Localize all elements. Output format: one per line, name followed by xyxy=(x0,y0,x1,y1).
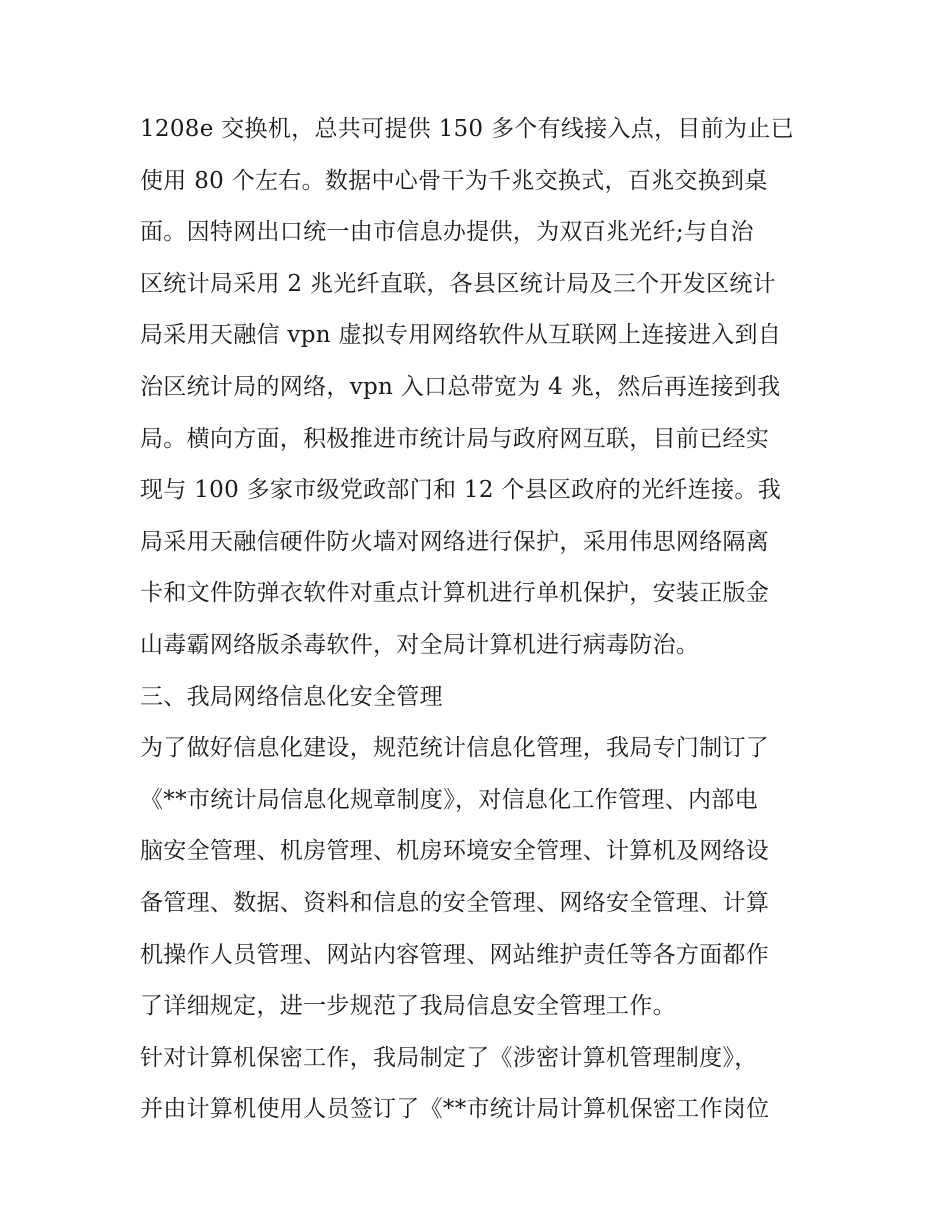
text-line: 脑安全管理、机房管理、机房环境安全管理、计算机及网络设 xyxy=(140,838,770,865)
text-line: 并由计算机使用人员签订了《**市统计局计算机保密工作岗位 xyxy=(140,1096,770,1123)
text-line: 1208e 交换机，总共可提供 150 多个有线接入点，目前为止已 xyxy=(140,116,794,142)
text-line: 区统计局采用 2 兆光纤直联，各县区统计局及三个开发区统计 xyxy=(140,270,776,297)
text-line: 局采用天融信硬件防火墙对网络进行保护，采用伟思网络隔离 xyxy=(140,528,770,555)
text-line: 机操作人员管理、网站内容管理、网站维护责任等各方面都作 xyxy=(140,941,770,968)
text-line: 现与 100 多家市级党政部门和 12 个县区政府的光纤连接。我 xyxy=(140,477,782,504)
text-line: 山毒霸网络版杀毒软件，对全局计算机进行病毒防治。 xyxy=(140,631,700,658)
text-line: 局采用天融信 vpn 虚拟专用网络软件从互联网上连接进入到自 xyxy=(140,322,782,349)
text-line: 备管理、数据、资料和信息的安全管理、网络安全管理、计算 xyxy=(140,889,770,916)
text-line: 局。横向方面，积极推进市统计局与政府网互联，目前已经实 xyxy=(140,425,770,452)
text-line: 面。因特网出口统一由市信息办提供，为双百兆光纤;与自治 xyxy=(140,219,754,246)
text-line: 使用 80 个左右。数据中心骨干为千兆交换式，百兆交换到桌 xyxy=(140,167,768,194)
text-line: 卡和文件防弹衣软件对重点计算机进行单机保护，安装正版金 xyxy=(140,580,770,607)
document-body xyxy=(140,104,820,1136)
section-heading: 三、我局网络信息化安全管理 xyxy=(140,683,443,710)
text-line: 针对计算机保密工作，我局制定了《涉密计算机管理制度》， xyxy=(140,1044,758,1071)
text-line: 治区统计局的网络，vpn 入口总带宽为 4 兆，然后再连接到我 xyxy=(140,373,781,400)
text-line: 了详细规定，进一步规范了我局信息安全管理工作。 xyxy=(140,993,676,1020)
text-line: 《**市统计局信息化规章制度》，对信息化工作管理、内部电 xyxy=(140,786,758,813)
text-line: 为了做好信息化建设，规范统计信息化管理，我局专门制订了 xyxy=(140,735,770,762)
